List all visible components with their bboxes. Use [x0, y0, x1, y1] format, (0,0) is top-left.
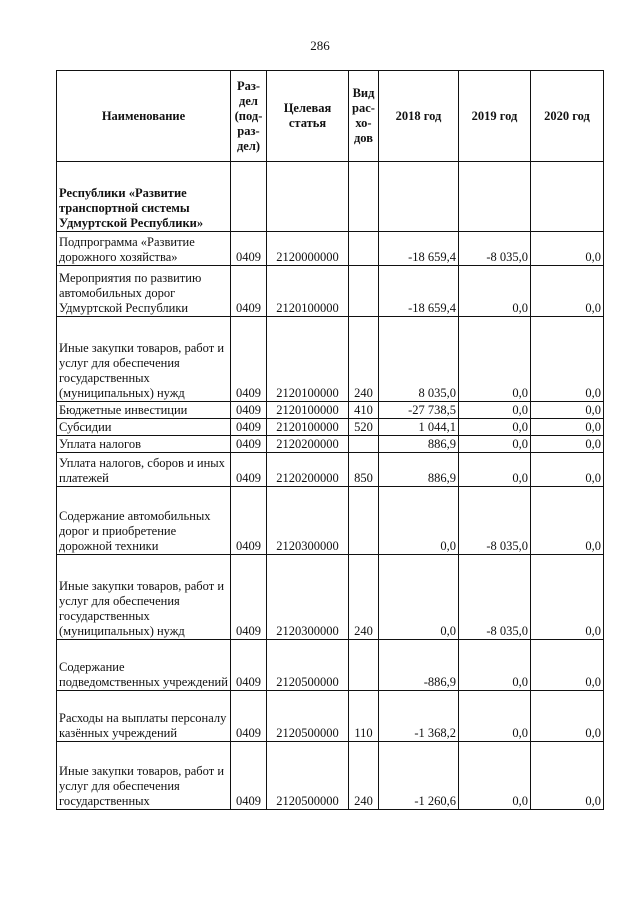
- cell-target: 2120100000: [267, 402, 349, 419]
- cell-target: 2120100000: [267, 419, 349, 436]
- cell-y2020: 0,0: [531, 453, 604, 487]
- cell-y2019: 0,0: [459, 640, 531, 691]
- cell-y2019: 0,0: [459, 436, 531, 453]
- table-row: [57, 691, 604, 742]
- cell-y2020: 0,0: [531, 742, 604, 810]
- cell-section: 0409: [231, 742, 267, 810]
- cell-target: 2120000000: [267, 232, 349, 266]
- table-header-row: [57, 71, 604, 162]
- page-number: 286: [310, 38, 330, 53]
- cell-target: 2120300000: [267, 555, 349, 640]
- cell-target: 2120100000: [267, 266, 349, 317]
- table-row: [57, 555, 604, 640]
- table-row: [57, 453, 604, 487]
- cell-y2020: 0,0: [531, 317, 604, 402]
- cell-target: 2120500000: [267, 742, 349, 810]
- table-row: [57, 232, 604, 266]
- cell-name: Иные закупки товаров, работ и услуг для обеспечения государственных (муниципальных) нужд: [57, 555, 231, 640]
- header-kind: Вид рас- хо- дов: [349, 71, 379, 162]
- header-name: Наименование: [57, 71, 231, 162]
- table-row: [57, 162, 604, 232]
- header-2020: 2020 год: [531, 71, 604, 162]
- cell-target: 2120200000: [267, 436, 349, 453]
- cell-kind: 410: [349, 402, 379, 419]
- cell-kind: 110: [349, 691, 379, 742]
- cell-name: Мероприятия по развитию автомобильных дорог Удмуртской Республики: [57, 266, 231, 317]
- cell-target: 2120300000: [267, 487, 349, 555]
- cell-name: Содержание автомобильных дорог и приобретение дорожной техники: [57, 487, 231, 555]
- cell-section: 0409: [231, 232, 267, 266]
- cell-y2019: -8 035,0: [459, 555, 531, 640]
- cell-name: Иные закупки товаров, работ и услуг для обеспечения государственных: [57, 742, 231, 810]
- cell-kind: 240: [349, 742, 379, 810]
- table-row: [57, 317, 604, 402]
- cell-y2020: 0,0: [531, 266, 604, 317]
- cell-y2020: 0,0: [531, 232, 604, 266]
- table-row: [57, 419, 604, 436]
- cell-y2018: [379, 162, 459, 232]
- cell-name: Субсидии: [57, 419, 231, 436]
- cell-y2020: 0,0: [531, 487, 604, 555]
- cell-y2020: 0,0: [531, 436, 604, 453]
- header-2019: 2019 год: [459, 71, 531, 162]
- cell-y2018: 0,0: [379, 555, 459, 640]
- cell-section: 0409: [231, 487, 267, 555]
- cell-kind: 240: [349, 317, 379, 402]
- cell-y2019: 0,0: [459, 691, 531, 742]
- cell-section: 0409: [231, 453, 267, 487]
- cell-y2018: 8 035,0: [379, 317, 459, 402]
- header-2018: 2018 год: [379, 71, 459, 162]
- cell-target: 2120200000: [267, 453, 349, 487]
- cell-kind: [349, 487, 379, 555]
- cell-kind: 520: [349, 419, 379, 436]
- cell-kind: [349, 266, 379, 317]
- cell-y2020: 0,0: [531, 419, 604, 436]
- cell-section: 0409: [231, 436, 267, 453]
- cell-section: 0409: [231, 419, 267, 436]
- header-target: Целевая статья: [267, 71, 349, 162]
- cell-name: Республики «Развитие транспортной системы Удмуртской Республики»: [57, 162, 231, 232]
- table-row: [57, 402, 604, 419]
- cell-y2020: 0,0: [531, 402, 604, 419]
- cell-name: Бюджетные инвестиции: [57, 402, 231, 419]
- cell-y2018: -18 659,4: [379, 266, 459, 317]
- cell-kind: [349, 436, 379, 453]
- cell-name: Подпрограмма «Развитие дорожного хозяйства»: [57, 232, 231, 266]
- cell-y2018: -1 368,2: [379, 691, 459, 742]
- cell-name: Иные закупки товаров, работ и услуг для обеспечения государственных (муниципальных) нужд: [57, 317, 231, 402]
- cell-y2019: [459, 162, 531, 232]
- cell-section: 0409: [231, 555, 267, 640]
- cell-section: 0409: [231, 691, 267, 742]
- cell-y2019: -8 035,0: [459, 232, 531, 266]
- cell-y2020: [531, 162, 604, 232]
- cell-name: Уплата налогов, сборов и иных платежей: [57, 453, 231, 487]
- cell-target: 2120500000: [267, 640, 349, 691]
- cell-name: Уплата налогов: [57, 436, 231, 453]
- cell-kind: [349, 640, 379, 691]
- cell-y2018: 0,0: [379, 487, 459, 555]
- cell-section: 0409: [231, 640, 267, 691]
- cell-y2018: -1 260,6: [379, 742, 459, 810]
- cell-y2018: 1 044,1: [379, 419, 459, 436]
- cell-y2019: 0,0: [459, 419, 531, 436]
- cell-y2018: 886,9: [379, 436, 459, 453]
- cell-name: Содержание подведомственных учреждений: [57, 640, 231, 691]
- cell-y2018: -18 659,4: [379, 232, 459, 266]
- table-row: [57, 742, 604, 810]
- cell-y2019: 0,0: [459, 266, 531, 317]
- table-row: [57, 436, 604, 453]
- cell-y2018: -886,9: [379, 640, 459, 691]
- cell-kind: 850: [349, 453, 379, 487]
- cell-kind: [349, 162, 379, 232]
- cell-target: 2120500000: [267, 691, 349, 742]
- cell-y2019: 0,0: [459, 453, 531, 487]
- cell-section: 0409: [231, 402, 267, 419]
- cell-section: 0409: [231, 266, 267, 317]
- cell-kind: [349, 232, 379, 266]
- cell-y2018: 886,9: [379, 453, 459, 487]
- header-section: Раз- дел (под- раз- дел): [231, 71, 267, 162]
- table-row: [57, 640, 604, 691]
- cell-name: Расходы на выплаты персоналу казённых учреждений: [57, 691, 231, 742]
- cell-y2019: -8 035,0: [459, 487, 531, 555]
- cell-target: [267, 162, 349, 232]
- cell-y2020: 0,0: [531, 555, 604, 640]
- table-row: [57, 266, 604, 317]
- cell-section: 0409: [231, 317, 267, 402]
- cell-y2020: 0,0: [531, 640, 604, 691]
- table-row: [57, 487, 604, 555]
- cell-y2019: 0,0: [459, 742, 531, 810]
- cell-kind: 240: [349, 555, 379, 640]
- cell-target: 2120100000: [267, 317, 349, 402]
- budget-table: [56, 70, 604, 810]
- cell-y2019: 0,0: [459, 317, 531, 402]
- cell-y2018: -27 738,5: [379, 402, 459, 419]
- cell-y2020: 0,0: [531, 691, 604, 742]
- cell-section: [231, 162, 267, 232]
- cell-y2019: 0,0: [459, 402, 531, 419]
